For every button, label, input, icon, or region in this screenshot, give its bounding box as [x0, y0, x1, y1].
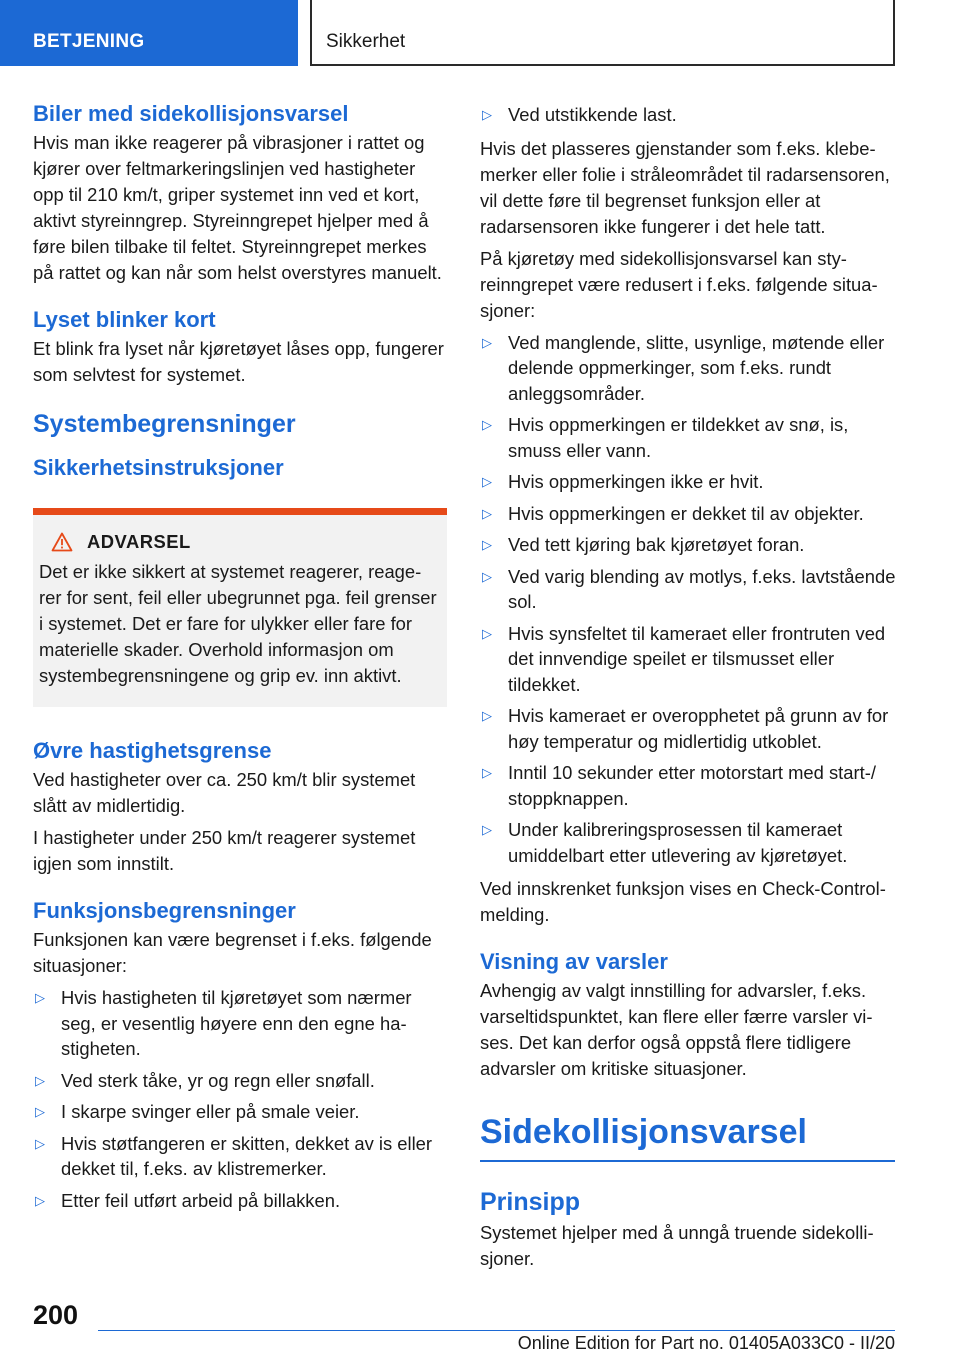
heading-system-limits: Systembegrensninger	[33, 410, 296, 438]
list-item: ▷ Hvis kameraet er overopphetet på grunn av for høy temperatur og midlertidig utkoblet.	[480, 703, 896, 754]
right-column	[480, 100, 896, 1278]
heading-rule	[480, 1160, 895, 1162]
paragraph: Systemet hjelper med å unngå truende sidekollisjoner.	[480, 1222, 874, 1269]
bullet-triangle-icon: ▷	[35, 1072, 45, 1088]
list-item: ▷ Hvis oppmerkingen er dekket til av objekter.	[480, 501, 896, 527]
list-item: ▷ Hvis synsfeltet til kameraet eller frontruten ved det innvendige speilet er tilsmusset eller tildekket.	[480, 621, 896, 698]
heading-safety-instructions: Sikkerhetsinstruksjoner	[33, 455, 284, 480]
footer-rule	[98, 1330, 895, 1331]
paragraph: På kjøretøy med sidekollisjonsvarsel kan styreinngrepet være redusert i f.eks. følgende situasjoner:	[480, 247, 878, 321]
chapter-title: Sikkerhet	[310, 0, 895, 66]
bullet-triangle-icon: ▷	[482, 505, 492, 521]
paragraph: Et blink fra lyset når kjøretøyet låses opp, fungerer som selvtest for systemet.	[33, 338, 444, 385]
heading-function-limits: Funksjonsbegrensninger	[33, 898, 296, 923]
warning-box	[33, 508, 447, 707]
list-item: ▷ Ved manglende, slitte, usynlige, møtende eller delende oppmerkinger, som f.eks. rundt anleggsområder.	[480, 330, 896, 407]
list-item: ▷ I skarpe svinger eller på smale veier.	[33, 1099, 447, 1125]
limits-list-continued	[480, 102, 896, 128]
heading-side-collision-cars: Biler med sidekollisjonsvarsel	[33, 101, 349, 126]
bullet-triangle-icon: ▷	[482, 765, 492, 780]
bullet-triangle-icon: ▷	[482, 107, 492, 122]
list-item: ▷ Hvis oppmerkingen ikke er hvit.	[480, 469, 896, 495]
list-item: ▷ Etter feil utført arbeid på billakken.	[33, 1188, 447, 1214]
list-item: ▷ Hvis hastigheten til kjøretøyet som nærmer seg, er vesentlig høyere enn den egne hastigheten.	[33, 985, 447, 1062]
list-item: ▷ Ved varig blending av motlys, f.eks. lavtstående sol.	[480, 564, 896, 615]
bullet-triangle-icon: ▷	[482, 822, 492, 837]
bullet-triangle-icon: ▷	[482, 537, 492, 552]
paragraph: Hvis man ikke reagerer på vibrasjoner i rattet og kjører over feltmarkeringslinjen ved hastigheter opp til 210 km/t, griper systemet inn ved et kort, aktivt styreinngrep. Styreinngrepet hjelper med å føre bilen tilbake til feltet. Styreinngrepet merkes på rattet og kan når som helst overstyres manuelt.	[33, 132, 442, 283]
paragraph: Funksjonen kan være begrenset i f.eks. følgende situasjoner:	[33, 929, 432, 976]
list-item: ▷ Ved utstikkende last.	[480, 102, 896, 128]
bullet-triangle-icon: ▷	[482, 334, 492, 350]
list-item: ▷ Ved tett kjøring bak kjøretøyet foran.	[480, 532, 896, 558]
list-item: ▷ Hvis støtfangeren er skitten, dekket av is eller dekket til, f.eks. av klistremerker.	[33, 1131, 447, 1182]
warning-title: ADVARSEL	[87, 531, 191, 552]
list-item: ▷ Ved sterk tåke, yr og regn eller snøfall.	[33, 1068, 447, 1094]
paragraph: Hvis det plasseres gjenstander som f.eks. klebemerker eller folie i stråleområdet til radarsensoren, vil dette føre til begrenset funksjon eller at radarsensoren ikke fungerer i det hele tatt.	[480, 137, 890, 237]
steering-limits-list	[480, 330, 896, 869]
footer-edition: Online Edition for Part no. 01405A033C0 - II/20	[517, 1333, 895, 1353]
left-column	[33, 100, 447, 1221]
list-item: ▷ Hvis oppmerkingen er tildekket av snø, is, smuss eller vann.	[480, 412, 896, 463]
bullet-triangle-icon: ▷	[482, 708, 492, 723]
heading-light-flash: Lyset blinker kort	[33, 307, 216, 332]
list-item: ▷ Inntil 10 sekunder etter motorstart med start-/ stoppknappen.	[480, 760, 896, 811]
section-tab: BETJENING	[0, 0, 298, 66]
warning-header	[51, 531, 437, 553]
warning-triangle-icon	[51, 532, 73, 552]
limits-list	[33, 985, 447, 1213]
bullet-triangle-icon: ▷	[35, 990, 45, 1005]
bullet-triangle-icon: ▷	[482, 568, 492, 584]
bullet-triangle-icon: ▷	[482, 625, 492, 641]
paragraph: I hastigheter under 250 km/t reagerer systemet igjen som innstilt.	[33, 827, 416, 874]
list-item: ▷ Under kalibreringsprosessen til kameraet umiddelbart etter utlevering av kjøretøyet.	[480, 817, 896, 868]
heading-principle: Prinsipp	[480, 1188, 581, 1216]
heading-upper-speed-limit: Øvre hastighetsgrense	[33, 738, 272, 763]
bullet-triangle-icon: ▷	[35, 1192, 45, 1208]
heading-side-collision-warning: Sidekollisjonsvarsel	[480, 1113, 807, 1151]
paragraph: Avhengig av valgt innstilling for advarsler, f.eks. varseltidspunktet, kan flere eller færre varsler vises. Det kan derfor også oppstå flere tidligere advarsler om kritiske situasjoner.	[480, 980, 873, 1079]
bullet-triangle-icon: ▷	[482, 417, 492, 432]
paragraph: Ved hastigheter over ca. 250 km/t blir systemet slått av midlertidig.	[33, 769, 416, 816]
warning-text: Det er ikke sikkert at systemet reagerer, reagerer for sent, feil eller ubegrunnet pga. feil grenser i systemet. Det er fare for ulykker eller fare for materielle skader. Overhold informasjon om systembegrensningene og grip ev. inn aktivt.	[39, 561, 437, 686]
page-number: 200	[33, 1300, 79, 1330]
bullet-triangle-icon: ▷	[35, 1104, 45, 1119]
bullet-triangle-icon: ▷	[35, 1135, 45, 1151]
paragraph: Ved innskrenket funksjon vises en Check-Control-melding.	[480, 878, 886, 925]
bullet-triangle-icon: ▷	[482, 474, 492, 489]
heading-warning-display: Visning av varsler	[480, 949, 668, 974]
